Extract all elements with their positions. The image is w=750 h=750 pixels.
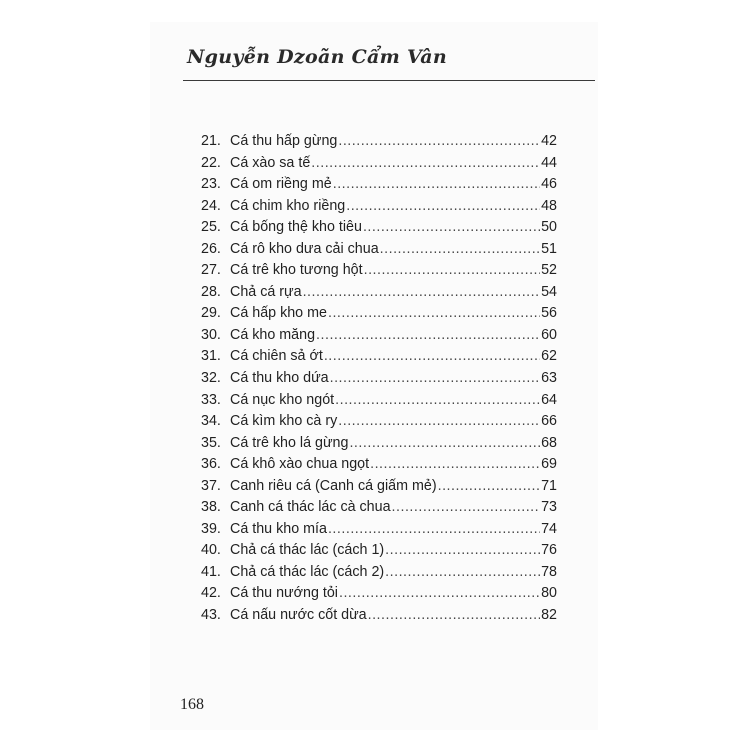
toc-entry [201,155,557,177]
toc-entry-title: Cá om riềng mẻ [230,176,332,193]
toc-dot-leader [316,327,540,343]
toc-entry-number: 43. [201,607,221,624]
toc-entry-number: 35. [201,434,221,451]
toc-entry-page: 66 [541,413,557,430]
toc-dot-leader [385,542,540,558]
toc-entry-page: 64 [541,391,557,408]
toc-dot-leader [338,413,540,429]
table-of-contents [201,133,557,629]
toc-entry-page: 51 [541,240,557,257]
toc-entry-page: 80 [541,585,557,602]
toc-dot-leader [338,133,540,149]
toc-entry-title: Cá trê kho lá gừng [230,434,349,451]
toc-entry-page: 69 [541,456,557,473]
toc-dot-leader [330,370,541,386]
toc-entry-page: 63 [541,370,557,387]
toc-entry-title: Canh cá thác lác cà chua [230,499,391,516]
toc-dot-leader [324,348,540,364]
toc-entry-number: 29. [201,305,221,322]
toc-dot-leader [328,305,540,321]
toc-entry-number: 42. [201,585,221,602]
toc-entry [201,521,557,543]
toc-entry-title: Chả cá thác lác (cách 2) [230,563,385,580]
toc-dot-leader [385,564,540,580]
toc-entry [201,133,557,155]
toc-entry-title: Cá nấu nước cốt dừa [230,607,367,624]
toc-entry-page: 48 [541,197,557,214]
toc-entry [201,198,557,220]
toc-entry-number: 30. [201,326,221,343]
toc-dot-leader [370,456,540,472]
toc-entry-number: 37. [201,477,221,494]
toc-entry [201,413,557,435]
toc-entry-title: Cá thu nướng tỏi [230,585,338,602]
running-header-author: Nguyễn Dzoãn Cẩm Vân [187,46,447,68]
toc-entry-number: 27. [201,262,221,279]
toc-entry [201,262,557,284]
toc-dot-leader [349,435,540,451]
toc-entry [201,564,557,586]
page-number: 168 [180,696,204,713]
toc-entry-page: 73 [541,499,557,516]
toc-entry-title: Cá kho măng [230,326,316,343]
toc-entry [201,456,557,478]
toc-entry-title: Cá thu hấp gừng [230,133,338,149]
toc-dot-leader [339,585,540,601]
toc-entry-title: Cá bống thệ kho tiêu [230,219,362,236]
toc-entry-number: 31. [201,348,221,365]
toc-entry-number: 23. [201,176,221,193]
toc-entry [201,348,557,370]
toc-entry-title: Cá thu kho dứa [230,370,329,387]
toc-entry-page: 82 [541,607,557,624]
toc-entry-title: Cá hấp kho me [230,305,327,322]
toc-entry-page: 52 [541,262,557,279]
toc-dot-leader [311,155,540,171]
toc-entry-page: 42 [541,133,557,149]
toc-entry-title: Cá trê kho tương hột [230,262,363,279]
toc-entry-number: 25. [201,219,221,236]
toc-dot-leader [392,499,541,515]
toc-entry [201,176,557,198]
toc-dot-leader [303,284,541,300]
toc-entry-number: 41. [201,563,221,580]
toc-entry-number: 34. [201,413,221,430]
toc-entry-number: 38. [201,499,221,516]
toc-entry-page: 76 [541,542,557,559]
toc-dot-leader [335,392,540,408]
toc-entry-title: Cá chiên sả ớt [230,348,323,365]
toc-entry-page: 71 [541,477,557,494]
toc-entry-page: 68 [541,434,557,451]
toc-dot-leader [368,607,540,623]
toc-entry-page: 60 [541,326,557,343]
toc-entry-number: 22. [201,154,221,171]
toc-entry [201,542,557,564]
toc-entry-number: 32. [201,370,221,387]
toc-entry [201,585,557,607]
toc-entry-page: 62 [541,348,557,365]
toc-entry [201,392,557,414]
toc-entry-title: Cá rô kho dưa cải chua [230,240,379,257]
toc-entry-number: 21. [201,133,221,149]
toc-entry [201,607,557,629]
toc-entry-page: 54 [541,283,557,300]
toc-dot-leader [380,241,540,257]
toc-entry [201,499,557,521]
toc-entry-title: Cá khô xào chua ngọt [230,456,370,473]
toc-entry-number: 24. [201,197,221,214]
toc-entry-number: 33. [201,391,221,408]
toc-entry-page: 74 [541,520,557,537]
toc-entry-title: Cá thu kho mía [230,520,327,537]
toc-entry-number: 36. [201,456,221,473]
toc-entry-title: Cá kìm kho cà ry [230,413,338,430]
toc-entry [201,284,557,306]
toc-entry-page: 50 [541,219,557,236]
toc-entry-page: 78 [541,563,557,580]
toc-dot-leader [363,219,540,235]
toc-entry [201,435,557,457]
toc-entry-page: 44 [541,154,557,171]
toc-entry-number: 40. [201,542,221,559]
toc-entry-page: 56 [541,305,557,322]
toc-entry [201,219,557,241]
toc-entry-number: 39. [201,520,221,537]
toc-entry-title: Chả cá thác lác (cách 1) [230,542,385,559]
toc-entry-title: Cá chim kho riềng [230,197,346,214]
toc-entry [201,370,557,392]
toc-entry [201,478,557,500]
toc-entry-title: Canh riêu cá (Canh cá giấm mẻ) [230,477,437,494]
toc-entry-title: Cá nục kho ngót [230,391,335,408]
toc-dot-leader [364,262,540,278]
toc-dot-leader [328,521,540,537]
toc-entry-title: Cá xào sa tế [230,154,311,171]
toc-entry-number: 26. [201,240,221,257]
toc-dot-leader [438,478,540,494]
header-divider [183,80,595,81]
toc-entry [201,327,557,349]
toc-entry-number: 28. [201,283,221,300]
toc-entry [201,241,557,263]
toc-entry-title: Chả cá rựa [230,283,302,300]
toc-entry [201,305,557,327]
toc-dot-leader [346,198,540,214]
toc-dot-leader [333,176,540,192]
toc-entry-page: 46 [541,176,557,193]
